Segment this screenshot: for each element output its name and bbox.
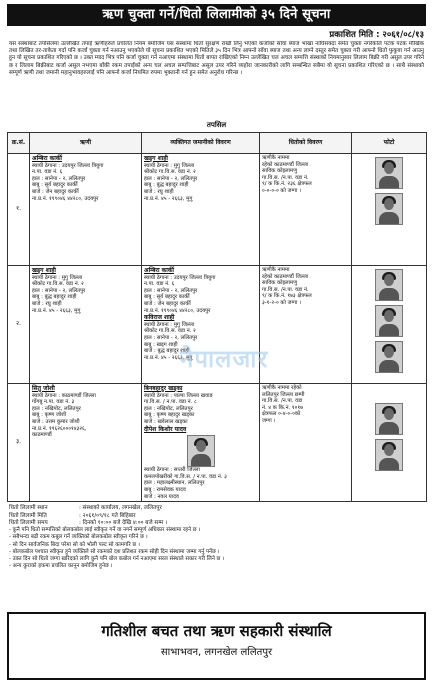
auction-place-label: धितो लिलामी स्थान <box>9 505 48 512</box>
table-row <box>8 384 427 502</box>
guarantor-line: ना.प्र.नं. ४५ - २६६३, मुगु <box>144 354 193 361</box>
guarantor-line: बाबु : खड्ग शाही <box>144 341 178 348</box>
watermark-logo: नेपालजार <box>180 345 269 373</box>
auction-time: : दिनको १०:०० बजे देखि ४:०० बजे सम्म । <box>79 519 168 526</box>
header-guarantor: व्यक्तिगत जमानीको विवरण <box>142 133 260 154</box>
guarantor-photo <box>375 193 403 225</box>
borrower-line: स्थायी ठेगाना : उदयपुर जिल्ला त्रियुगा <box>32 162 104 169</box>
table-row <box>8 154 427 266</box>
guarantor-line: हाल : सानेपा - २, ललितपुर <box>144 175 198 182</box>
guarantor-cell <box>142 384 260 502</box>
guarantor-line: ना.प्र.नं. ४५ - २६६३, मुगु <box>144 195 193 202</box>
borrower-line: बाबु : सूर्य बहादुर कार्की <box>32 182 78 189</box>
term-item: - सबैभन्दा बढी रकम कबुल गर्ने व्यक्तिको बोलकबोल स्वीकृत गरिने छ । <box>9 534 148 541</box>
guarantor-line: बाबु : सूर्य बहादुर कार्की <box>144 294 190 301</box>
guarantor-line: स्थायी ठेगाना : उदयपुर जिल्ला त्रियुगा <box>144 274 216 281</box>
auction-date-label: धितो लिलामी मिति <box>9 512 47 519</box>
borrower-line: बाजे : उत्तम कुमार जोशी <box>32 418 80 425</box>
guarantor-line: ना.प्र.नं. ११९०४६ ४४२८०, उदयपुर <box>144 307 211 314</box>
notice-title: ऋण चुक्ता गर्ने/धितो लिलामीको ३५ दिने सूचना <box>7 4 426 26</box>
borrower-photo <box>375 269 403 301</box>
terms-list <box>9 527 424 570</box>
guarantor-line: बाजे : जेन बहादुर कार्की <box>144 300 191 307</box>
borrower-line: हाल : सानेपा - २, ललितपुर <box>32 175 86 182</box>
borrower-line: हाल : नखिपोट, ललितपुर <box>32 405 81 412</box>
term-item: - अन्य कुराको हकमा प्रचलित कानून बमोजिम हुनेछ । <box>9 562 113 569</box>
serial-number: २. <box>8 266 30 384</box>
collateral-line: क्षेत्रफल ०-४-०-०को <box>262 411 301 418</box>
collateral-line: साविक कोइलामणु <box>262 280 298 287</box>
term-item: - कुनै पनि धितो सम्पत्तिको बोलकबोल लाई स्वीकृत गर्ने वा नगर्ने सम्पूर्ण अधिकार संस्थामा रहने छ । <box>9 527 201 534</box>
guarantor-line: हाल : सानेपा - २, ललितपुर <box>144 334 198 341</box>
collateral-line: ९/ क कि.नं. १७३ क्षेत्रफल <box>262 293 312 300</box>
footer-box <box>7 612 426 680</box>
borrower-table <box>7 132 427 502</box>
guarantor-photo <box>187 435 215 467</box>
guarantor-name: बिनबहादुर खड्का <box>144 385 183 392</box>
guarantor-line: कमलपोखरीको गा.वि.स. / न.पा. वडा नं. ३ <box>144 473 227 480</box>
guarantor-line: न.पा. वडा नं. ६ <box>144 281 175 288</box>
guarantor-photo <box>375 341 403 373</box>
intro-paragraph: यस संस्थाबाट तपसिलमा उल्लेखित तपाईं ऋणीहरुले प्रचलित नियम बमोजिम यस संस्थामा धितो सुरक्षण राखी लिनु भएको कर्जाको साँवा ब्याज भाखा नाघिसक्दा समेत चुक्ता नगरेकोले पटक पटक मौखिक तथा लिखित तर-ताकेता गर्दा पनि कर्जा चुक्ता गर्न नआउनु भएकोले यो सूचना प्रकाशित भएको मितिले ३५ दिन भित्र आफ्नो साँवा ब्याज तथा अन्य लाग्ने दस्तुर समेत चुक्ता गरी आफ्नो धितो फुकुवा गर्न आउनु हुन यो सूचना प्रकाशित गरिएको छ । उक्त म्याद भित्र पनि कर्जा चुक्ता गर्न नआएमा संस्थामा धितो बापत राखिएको निम्न उल्लेखित चल अचल सम्पत्ति संस्थाको नियमानुसार लिलाम बिक्री गरी असुल उपर गरिने छ र लिलाम बिक्रीबाट कर्जा असुल नभएमा बाँकी रकम तपाईंको अन्य चल अचल सम्पत्तिबाट असुल उपर गरिने व्यहोरा जानकारीको लागि सम्बन्धित सबैमा यो सूचना प्रकाशित गरिएको छ । साथै संस्थाको सम्पूर्ण ऋणी तथा जमानी महानुभावहरुलाई पनि आफ्नो कर्जा नियमित रुपमा भुक्तानी गर्न हुन समेत अनुरोध गरिन्छ । <box>9 41 424 76</box>
collateral-cell <box>260 384 352 502</box>
guarantor-line: हाल : नखिपोट, ललितपुर <box>144 405 193 412</box>
borrower-line: बाजे : रघु शाही <box>32 300 62 307</box>
collateral-line: ऋणीकै नाममा रहेको <box>262 385 302 391</box>
guarantor-line: स्थायी ठेगाना : सप्तरी जिल्ला <box>144 467 200 474</box>
guarantor-line: बाजे : नवल यादव <box>144 493 179 500</box>
borrower-line: बाबु : बुद्ध बहादुर शाही <box>32 294 77 301</box>
collateral-line: ऋणीकै नाममा <box>262 155 290 161</box>
guarantor-line: बाजे : रघु शाही <box>144 188 174 195</box>
guarantor-line: स्थायी ठेगाना : मुगु जिल्ला <box>144 162 195 169</box>
table-heading: तपसिल <box>206 121 227 129</box>
borrower-line: श्रीकोट गा.वि.स. वडा नं. २ <box>32 281 84 288</box>
photo-cell <box>352 384 427 502</box>
borrower-line: स्थायी ठेगाना : काठमाण्डौं जिल्ला <box>32 392 96 399</box>
guarantor-name: खड्ग शाही <box>144 155 168 162</box>
borrower-line: स्थायी ठेगाना : मुगु जिल्ला <box>32 274 83 281</box>
collateral-line: रहेको काठमाण्डौं जिल्ला <box>262 273 309 280</box>
table-header-row <box>8 133 427 154</box>
guarantor-line: हाल : सानेपा - २, ललितपुर <box>144 287 198 294</box>
header-collateral: धितोको विवरण <box>260 133 352 154</box>
organization-name: गतिशील बचत तथा ऋण सहकारी संस्थालि <box>101 622 332 640</box>
guarantor-photo <box>375 305 403 337</box>
borrower-cell <box>30 266 142 384</box>
borrower-cell <box>30 154 142 266</box>
guarantor-line: बाबु : रामसेवक यादव <box>144 486 186 493</box>
collateral-line: साविक कोइलामणु <box>262 168 298 175</box>
guarantor-photo <box>375 439 403 471</box>
borrower-line: ना.प्र.नं. ११६२६०००१४३२६, <box>32 425 87 432</box>
guarantor-line: बाजे : खवेलाल खड्का <box>144 418 188 425</box>
guarantor-line: स्थायी ठेगाना : पाल्पा जिल्ला खवाङ <box>144 392 213 399</box>
collateral-line: गा.वि.स. /न.पा. वडा <box>262 398 303 405</box>
collateral-line: गा.वि.स. /न.पा. वडा नं. <box>262 286 309 293</box>
guarantor-line: स्थायी ठेगाना : मुगु जिल्ला <box>144 321 195 328</box>
collateral-line: गा.वि.स. /न.पा. वडा नं. <box>262 174 309 181</box>
collateral-line: ऋणीकै नाममा <box>262 267 290 273</box>
collateral-cell <box>260 154 352 266</box>
guarantor-line: बाबु : कृष्ण बहादुर खड्का <box>144 412 195 419</box>
collateral-line: जग्गा । <box>262 417 276 424</box>
serial-number: ३. <box>8 384 30 502</box>
borrower-line: गोंगबु न.पा. वडा नं. ३ <box>32 399 75 406</box>
borrower-line: काठमाण्डौं <box>32 432 52 439</box>
photo-cell <box>352 266 427 384</box>
guarantor-line: श्रीकोट गा.वि.स. वडा नं. २ <box>144 328 196 335</box>
collateral-line: ३-१-२-० को जग्गा । <box>262 299 302 306</box>
term-item: - उक्त दिन सो धितो जग्गा खरिदको लागि कुनै पनि बोल कबोल गर्न नआएमा सरल संस्थाले सकार गरी लिने छ । <box>9 555 225 562</box>
auction-place: : संस्थाको कार्यालय, लगनखेल, ललितपुर <box>79 505 162 512</box>
collateral-line: ०-०-०-० को जग्गा । <box>262 187 302 194</box>
borrower-name: अम्बिरा कार्की <box>32 155 62 162</box>
borrower-photo <box>375 157 403 189</box>
guarantor-name: कविराज शाही <box>144 314 175 322</box>
guarantor-name: अम्बिरा कार्की <box>144 267 174 274</box>
borrower-line: ना.प्र.नं. ४५ - २६६३, मुगु <box>32 307 81 314</box>
borrower-line: हाल : सानेपा - २, ललितपुर <box>32 287 86 294</box>
borrower-line: न.पा. वडा नं. ६ <box>32 169 63 176</box>
guarantor-line: गा.वि.स. / न.पा. वडा नं. ८ <box>144 399 197 406</box>
guarantor-line: श्रीकोट गा.वि.स. वडा नं. २ <box>144 169 196 176</box>
term-item: - सो दिन सार्वजनिक बिदा परेमा सो को भोली पल्ट सो कामगरि छ । <box>9 541 140 548</box>
publication-date: प्रकाशित मिति : २०६१/०८/१३ <box>329 30 424 40</box>
term-item: - बोलकबोल पश्चात स्वीकृत हुने व्यक्तिले सो रकमको दश प्रतिशत रकम सोही दिन संस्थामा जम्मा गर्नु पर्नेछ । <box>9 548 220 555</box>
guarantor-line: बाजे : बुद्ध बहादुर शाही <box>144 348 190 355</box>
borrower-name: सितु जोशी <box>32 385 55 392</box>
serial-number: १. <box>8 154 30 266</box>
borrower-line: ना.प्र.नं. ११९०४६ ४४२८०, उदयपुर <box>32 195 99 202</box>
collateral-line: रहेको काठमाण्डौं जिल्ला <box>262 161 309 168</box>
collateral-cell <box>260 266 352 384</box>
collateral-line: नं. ४ क कि.नं. १०१७ <box>262 404 303 411</box>
guarantor-line: हाल : महालक्ष्मीस्थान, ललितपुर <box>144 480 205 487</box>
auction-time-label: धितो लिलामी समय <box>9 519 48 526</box>
auction-details <box>9 505 424 527</box>
auction-date: : २०६१/०९/१८ गते बिहिबार <box>79 512 136 519</box>
header-photo: फोटो <box>352 133 427 154</box>
borrower-photo <box>375 403 403 435</box>
photo-cell <box>352 154 427 266</box>
guarantor-cell <box>142 154 260 266</box>
borrower-line: बाबु : कृष्ण जोशी <box>32 412 67 419</box>
guarantor-line: बाबु : बुद्ध बहादुर शाही <box>144 182 189 189</box>
borrower-name: खड्ग शाही <box>32 267 56 274</box>
borrower-line: बाजे : जेन बहादुर कार्की <box>32 188 79 195</box>
collateral-line: ललितपुर जिल्ला छम्पी <box>262 391 305 398</box>
collateral-line: ९/ क कि.नं. २३६ क्षेत्रफल <box>262 181 312 188</box>
header-borrower: ऋणी <box>30 133 142 154</box>
header-serial: क्र.सं. <box>8 133 30 154</box>
guarantor-name: दीपेश किशोर यादव <box>144 425 187 433</box>
organization-address: साभाभवन, लगनखेल ललितपुर <box>160 647 273 658</box>
borrower-cell <box>30 384 142 502</box>
